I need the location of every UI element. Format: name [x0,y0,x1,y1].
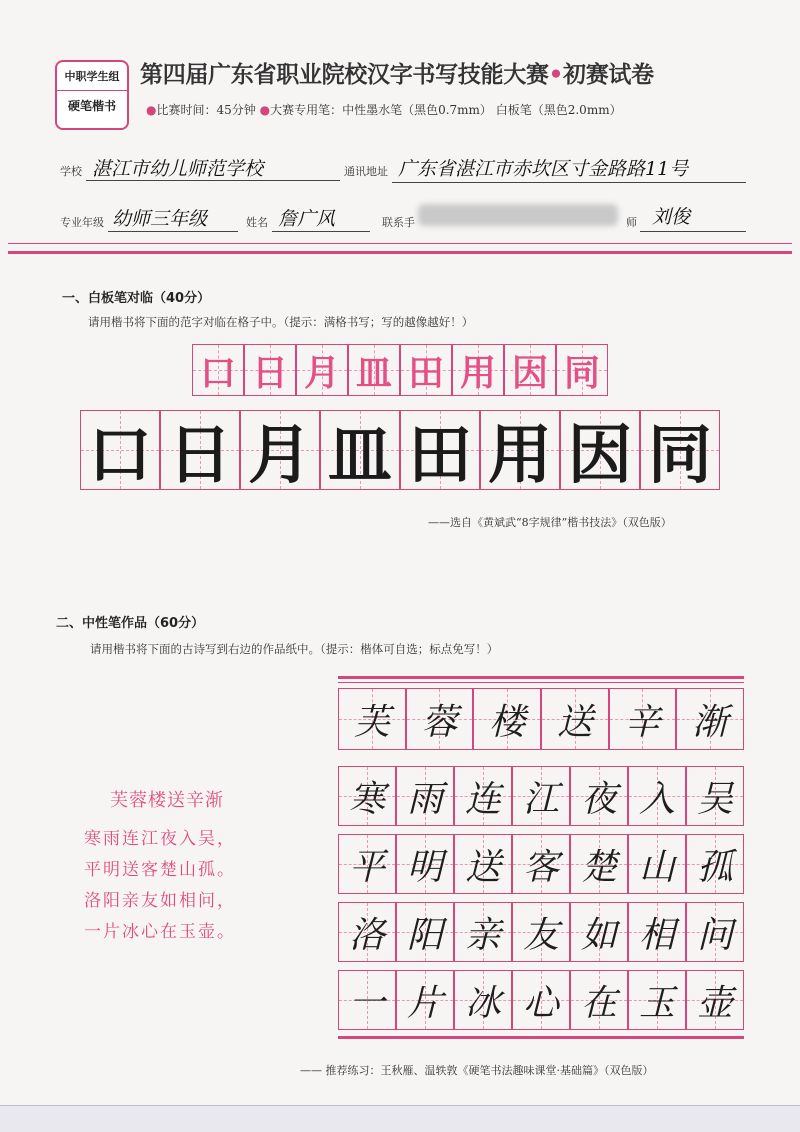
grid-cell [338,766,396,826]
section2-instruction: 请用楷书将下面的古诗写到右边的作品纸中。（提示：楷体可自选；标点免写！） [90,642,499,656]
section2-credit: —— 推荐练习：王秋雁、温轶敦《硬笔书法趣味课堂·基础篇》（双色版） [300,1064,654,1077]
grid-cell [512,834,570,894]
grid-cell [480,410,560,493]
sample-char: 同 [563,352,600,394]
grid-cell [570,766,628,826]
grid-cell [338,970,396,1030]
grid-cell [686,834,744,894]
work-paper-top-border [338,676,744,679]
major-underline [108,231,238,232]
grid-cell [570,834,628,894]
work-char: 冰 [464,982,501,1024]
school-value[interactable]: 湛江市幼儿师范学校 [92,158,264,180]
practice-char: 因 [568,419,632,493]
page-title [140,56,654,89]
grid-cell [296,344,348,396]
work-char: 江 [522,778,559,820]
grid-cell [512,970,570,1030]
exam-info [146,101,622,118]
work-char: 楚 [580,846,617,888]
work-title-char: 楼 [489,701,526,743]
work-char: 心 [522,982,559,1024]
grid-cell [400,344,452,396]
work-char: 一 [348,982,385,1024]
school-underline [86,180,340,181]
grid-cell [338,688,406,750]
phone-redacted [418,204,618,226]
grid-cell [244,344,296,396]
work-char: 雨 [406,778,443,820]
poem-line: 寒雨连江夜入吴， [84,829,236,849]
grid-cell [160,410,240,493]
work-char: 孤 [696,846,733,888]
sample-char: 用 [459,352,496,394]
work-char: 问 [696,914,733,956]
name-label: 姓名 [246,216,268,229]
grid-cell [348,344,400,396]
grid-cell [676,688,744,750]
sample-char: 口 [199,352,236,394]
school-label: 学校 [60,165,82,178]
sample-char: 皿 [355,352,392,394]
badge-style: 硬笔楷书 [67,99,116,113]
work-char: 玉 [638,982,675,1024]
name-underline [272,231,370,232]
work-char: 明 [406,846,443,888]
grid-cell [504,344,556,396]
work-title-char: 渐 [692,701,729,743]
category-badge [55,60,129,130]
grid-cell [396,766,454,826]
section1-title: 一、白板笔对临（40分） [62,291,211,306]
grid-cell [454,766,512,826]
exam-pens: 大赛专用笔：中性墨水笔（黑色0.7mm） 白板笔（黑色2.0mm） [270,103,622,117]
work-char: 亲 [464,914,501,956]
address-underline [392,182,746,183]
badge-group: 中职学生组 [57,62,127,91]
work-char: 送 [464,846,501,888]
practice-char: 皿 [328,419,392,493]
grid-cell [686,970,744,1030]
title-suffix: 初赛试卷 [563,62,654,88]
section1-credit: ——选自《黄斌武“8字规律”楷书技法》（双色版） [428,516,672,529]
work-char: 片 [406,982,443,1024]
practice-char: 同 [648,419,712,493]
grid-cell [396,970,454,1030]
bullet-icon: ● [146,103,157,117]
grid-cell [570,902,628,962]
grid-cell [628,766,686,826]
major-label: 专业年级 [60,216,104,229]
practice-char: 月 [248,419,312,493]
work-char: 友 [522,914,559,956]
grid-cell [541,688,609,750]
poem-line: 洛阳亲友如相问， [84,891,236,911]
work-char: 寒 [348,778,385,820]
grid-cell [400,410,480,493]
grid-cell [396,902,454,962]
section2-title: 二、中性笔作品（60分） [56,616,205,631]
work-char: 吴 [696,778,733,820]
bullet-icon: ● [259,103,271,117]
grid-cell [454,970,512,1030]
work-title-char: 芙 [353,701,390,743]
grid-cell [452,344,504,396]
teacher-value[interactable]: 刘俊 [652,206,691,228]
grid-cell [320,410,400,493]
sample-char: 月 [303,352,340,394]
grid-cell [473,688,541,750]
grid-cell [240,410,320,493]
grid-cell [570,970,628,1030]
work-char: 平 [348,846,385,888]
teacher-underline [640,231,746,232]
sample-char: 田 [407,352,444,394]
scan-bottom-edge [0,1105,800,1132]
grid-cell [512,766,570,826]
practice-char: 用 [488,419,552,493]
practice-char: 日 [168,419,232,493]
work-char: 壶 [696,982,733,1024]
work-char: 洛 [348,914,385,956]
grid-cell [454,834,512,894]
work-char: 连 [464,778,501,820]
grid-cell [80,410,160,493]
grid-cell [406,688,474,750]
divider [8,243,792,244]
major-value[interactable]: 幼师三年级 [112,208,208,230]
work-char: 在 [580,982,617,1024]
grid-cell [338,902,396,962]
address-value[interactable]: 广东省湛江市赤坎区寸金路路11号 [398,158,689,180]
poem-line: 一片冰心在玉壶。 [84,922,236,942]
grid-cell [556,344,608,396]
grid-cell [192,344,244,396]
grid-cell [628,834,686,894]
work-title-char: 送 [556,701,593,743]
work-paper-top-border [338,682,744,683]
grid-cell [512,902,570,962]
work-title-char: 辛 [624,701,661,743]
section1-instruction: 请用楷书将下面的范字对临在格子中。（提示：满格书写；写的越像越好！） [88,315,474,329]
sample-char: 因 [511,352,548,394]
grid-cell [609,688,677,750]
work-char: 如 [580,914,617,956]
exam-time: 比赛时间：45分钟 [156,103,256,117]
address-label: 通讯地址 [344,165,388,178]
name-value[interactable]: 詹广风 [278,208,336,230]
work-char: 客 [522,846,559,888]
work-char: 夜 [580,778,617,820]
grid-cell [640,410,720,493]
poem-title: 芙蓉楼送辛渐 [110,790,224,811]
title-dot: • [548,62,564,88]
practice-char: 田 [408,419,472,493]
grid-cell [686,766,744,826]
work-char: 阳 [406,914,443,956]
poem-line: 平明送客楚山孤。 [84,860,236,880]
work-paper-bottom-border [338,1036,744,1039]
work-title-char: 蓉 [421,701,458,743]
sample-char: 日 [251,352,288,394]
grid-cell [628,902,686,962]
work-char: 相 [638,914,675,956]
grid-cell [560,410,640,493]
grid-cell [454,902,512,962]
grid-cell [628,970,686,1030]
grid-cell [338,834,396,894]
title-main: 第四届广东省职业院校汉字书写技能大赛 [140,62,549,88]
work-char: 山 [638,846,675,888]
teacher-label: 师 [626,216,637,229]
work-char: 入 [638,778,675,820]
phone-label: 联系手 [382,216,415,229]
practice-char: 口 [88,419,152,493]
grid-cell [686,902,744,962]
grid-cell [396,834,454,894]
divider [8,251,792,254]
